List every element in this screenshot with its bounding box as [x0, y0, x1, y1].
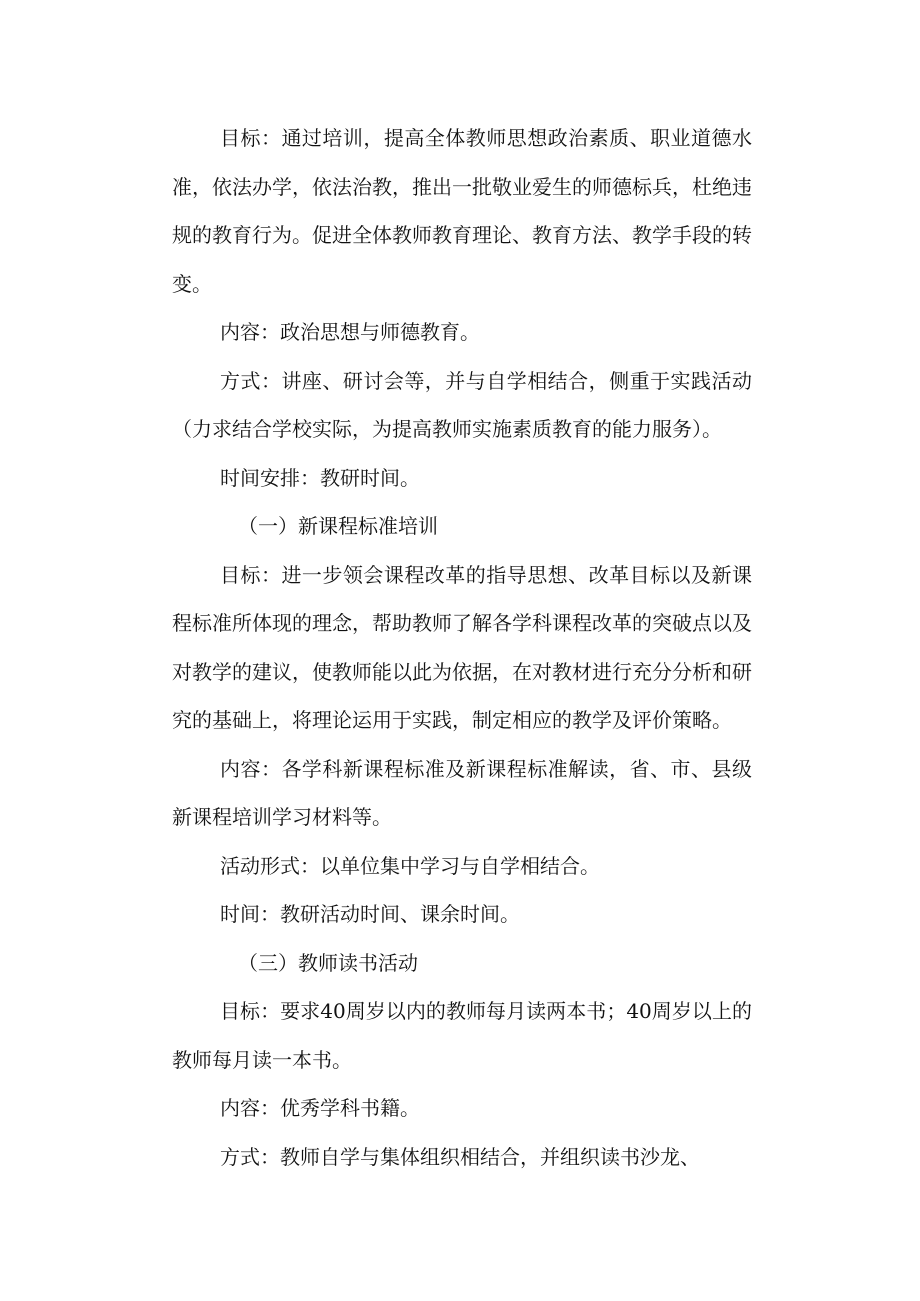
paragraph-goal-1: 目标：通过培训，提高全体教师思想政治素质、职业道德水准，依法办学，依法治教，推出一批敬业爱生的师德标兵，杜绝违规的教育行为。促进全体教师教育理论、教育方法、教学手段的转变。	[172, 126, 752, 296]
paragraph-method-1: 方式：讲座、研讨会等，并与自学相结合，侧重于实践活动（力求结合学校实际，为提高教师实施素质教育的能力服务）。	[172, 368, 752, 441]
document-body	[172, 114, 752, 1181]
section-heading-reading: （三）教师读书活动	[238, 950, 418, 975]
paragraph-goal-2: 目标：进一步领会课程改革的指导思想、改革目标以及新课程标准所体现的理念，帮助教师了解各学科课程改革的突破点以及对教学的建议，使教师能以此为依据，在对教材进行充分分析和研究的基础上，将理论运用于实践，制定相应的教学及评价策略。	[172, 562, 752, 732]
paragraph-method-3: 方式：教师自学与集体组织相结合，并组织读书沙龙、	[220, 1144, 700, 1169]
paragraph-form-2: 活动形式：以单位集中学习与自学相结合。	[220, 853, 600, 878]
paragraph-content-1: 内容：政治思想与师德教育。	[220, 320, 480, 344]
paragraph-schedule-1: 时间安排：教研时间。	[220, 465, 420, 490]
section-heading-curriculum: （一）新课程标准培训	[238, 514, 438, 538]
paragraph-content-3: 内容：优秀学科书籍。	[220, 1096, 420, 1120]
paragraph-content-2: 内容：各学科新课程标准及新课程标准解读，省、市、县级新课程培训学习材料等。	[172, 756, 752, 829]
paragraph-time-2: 时间：教研活动时间、课余时间。	[220, 902, 520, 926]
paragraph-goal-3: 目标：要求40周岁以内的教师每月读两本书；40周岁以上的教师每月读一本书。	[172, 999, 752, 1072]
